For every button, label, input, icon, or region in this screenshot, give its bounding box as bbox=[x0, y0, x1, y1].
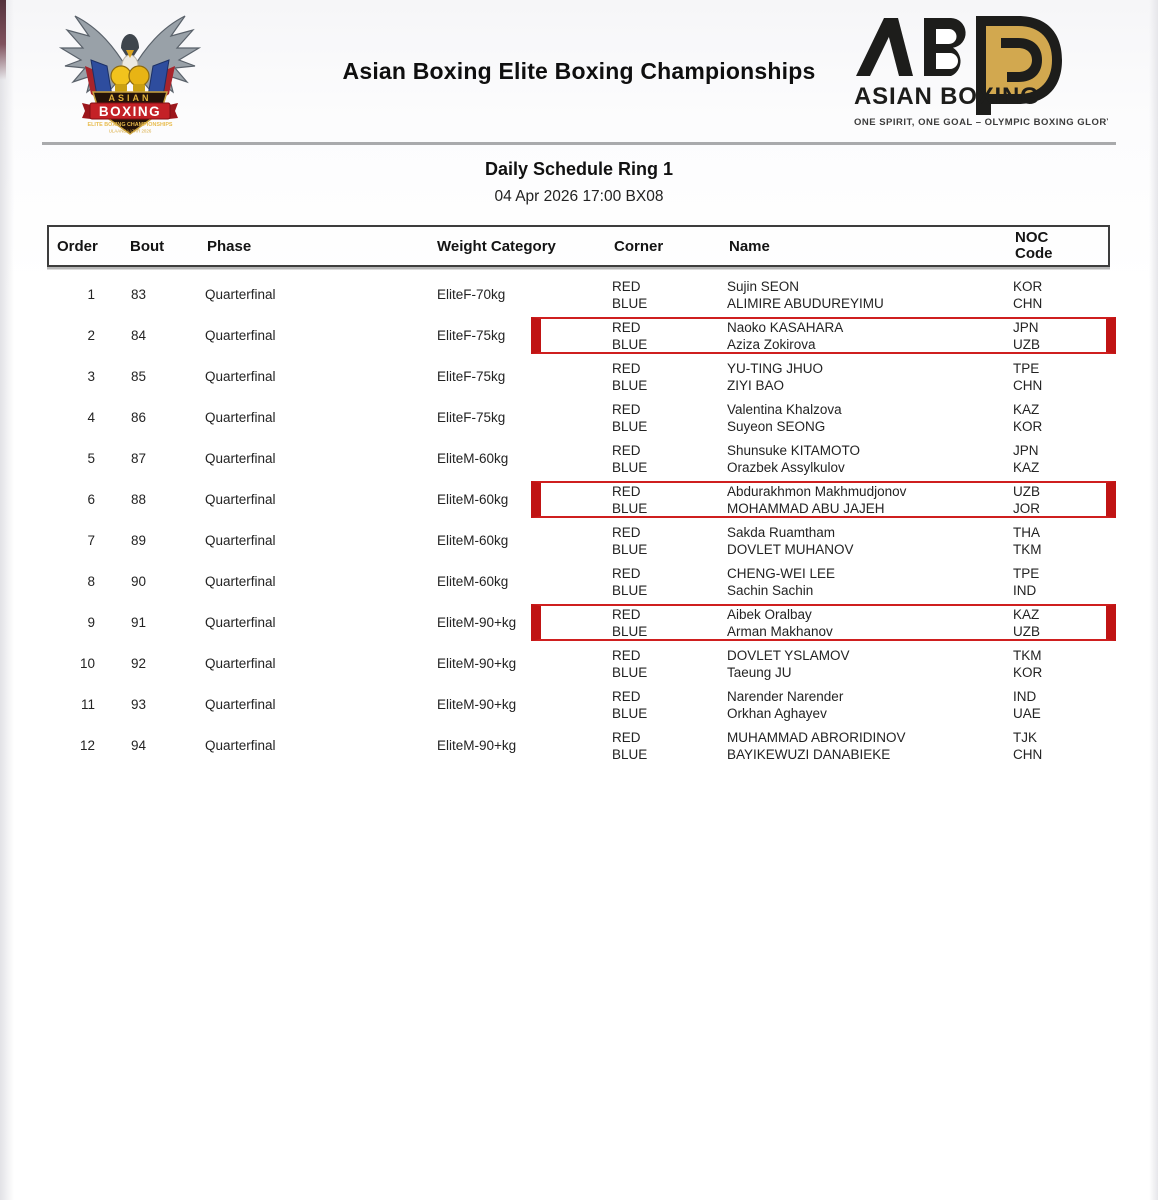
bout-cell: 91 bbox=[131, 615, 147, 630]
table-row bbox=[47, 643, 1110, 684]
order-cell: 1 bbox=[87, 287, 95, 302]
weight-category-cell: EliteM-90+kg bbox=[437, 615, 517, 630]
corner-blue-label: BLUE bbox=[612, 623, 648, 639]
noc-cell bbox=[1005, 729, 1110, 763]
order-cell: 3 bbox=[87, 369, 95, 384]
phase-cell: Quarterfinal bbox=[205, 697, 276, 712]
blue-boxer-noc: KAZ bbox=[1013, 459, 1040, 475]
corner-cell bbox=[600, 401, 715, 435]
weight-category-cell: EliteM-90+kg bbox=[437, 656, 517, 671]
order-cell: 5 bbox=[87, 451, 95, 466]
corner-red-label: RED bbox=[612, 401, 641, 417]
name-cell bbox=[715, 278, 1005, 312]
corner-cell bbox=[600, 483, 715, 517]
blue-boxer-name: DOVLET MUHANOV bbox=[727, 541, 854, 557]
blue-boxer-name: Taeung JU bbox=[727, 664, 792, 680]
order-cell: 10 bbox=[79, 656, 95, 671]
blue-boxer-noc: JOR bbox=[1013, 500, 1040, 516]
order-cell: 11 bbox=[80, 697, 95, 712]
header-noc-code: NOC Code bbox=[1015, 229, 1053, 262]
blue-boxer-noc: CHN bbox=[1013, 746, 1043, 762]
blue-boxer-name: Arman Makhanov bbox=[727, 623, 833, 639]
red-boxer-name: YU-TING JHUO bbox=[727, 360, 823, 376]
page-title: Asian Boxing Elite Boxing Championships bbox=[342, 58, 816, 84]
corner-red-label: RED bbox=[612, 442, 641, 458]
blue-boxer-noc: IND bbox=[1013, 582, 1037, 598]
order-cell: 6 bbox=[87, 492, 95, 507]
corner-cell bbox=[600, 442, 715, 476]
phase-cell: Quarterfinal bbox=[205, 492, 276, 507]
noc-cell bbox=[1005, 647, 1110, 681]
corner-blue-label: BLUE bbox=[612, 746, 648, 762]
corner-blue-label: BLUE bbox=[612, 418, 648, 434]
corner-red-label: RED bbox=[612, 360, 641, 376]
phase-cell: Quarterfinal bbox=[205, 451, 276, 466]
brand-tagline-text: ONE SPIRIT, ONE GOAL – OLYMPIC BOXING GLORY. bbox=[854, 117, 1108, 128]
phase-cell: Quarterfinal bbox=[205, 410, 276, 425]
corner-blue-label: BLUE bbox=[612, 541, 648, 557]
table-row bbox=[47, 274, 1110, 315]
red-boxer-noc: JPN bbox=[1013, 442, 1039, 458]
name-cell bbox=[715, 360, 1005, 394]
header-corner: Corner bbox=[614, 237, 664, 255]
table-header-row bbox=[47, 225, 1110, 267]
order-cell: 2 bbox=[87, 328, 95, 343]
red-boxer-name: Valentina Khalzova bbox=[727, 401, 842, 417]
blue-boxer-name: Orkhan Aghayev bbox=[727, 705, 827, 721]
red-boxer-name: Naoko KASAHARA bbox=[727, 319, 844, 335]
red-boxer-name: CHENG-WEI LEE bbox=[727, 565, 836, 581]
noc-cell bbox=[1005, 442, 1110, 476]
corner-blue-label: BLUE bbox=[612, 705, 648, 721]
table-row bbox=[47, 561, 1110, 602]
blue-boxer-noc: UZB bbox=[1013, 336, 1040, 352]
table-row bbox=[47, 397, 1110, 438]
name-cell bbox=[715, 319, 1005, 353]
abd-monogram-icon bbox=[852, 12, 1108, 134]
red-boxer-name: DOVLET YSLAMOV bbox=[727, 647, 850, 663]
red-boxer-noc: TPE bbox=[1013, 565, 1040, 581]
blue-boxer-name: ZIYI BAO bbox=[727, 377, 785, 393]
corner-blue-label: BLUE bbox=[612, 582, 648, 598]
red-boxer-name: Abdurakhmon Makhmudjonov bbox=[727, 483, 907, 499]
blue-boxer-name: BAYIKEWUZI DANABIEKE bbox=[727, 746, 891, 762]
noc-cell bbox=[1005, 688, 1110, 722]
red-boxer-noc: UZB bbox=[1013, 483, 1040, 499]
weight-category-cell: EliteF-75kg bbox=[437, 369, 506, 384]
corner-red-label: RED bbox=[612, 524, 641, 540]
noc-cell bbox=[1005, 360, 1110, 394]
bout-cell: 93 bbox=[131, 697, 147, 712]
abd-brand-logo bbox=[852, 12, 1108, 134]
blue-boxer-name: ALIMIRE ABUDUREYIMU bbox=[727, 295, 884, 311]
order-cell: 8 bbox=[87, 574, 95, 589]
weight-category-cell: EliteM-60kg bbox=[437, 492, 509, 507]
red-boxer-noc: TKM bbox=[1013, 647, 1042, 663]
blue-boxer-noc: CHN bbox=[1013, 295, 1043, 311]
red-boxer-noc: KOR bbox=[1013, 278, 1043, 294]
name-cell bbox=[715, 688, 1005, 722]
corner-red-label: RED bbox=[612, 319, 641, 335]
table-row bbox=[47, 602, 1110, 643]
name-cell bbox=[715, 524, 1005, 558]
bout-cell: 88 bbox=[131, 492, 147, 507]
corner-cell bbox=[600, 688, 715, 722]
red-boxer-noc: TJK bbox=[1013, 729, 1038, 745]
corner-blue-label: BLUE bbox=[612, 295, 648, 311]
blue-boxer-noc: CHN bbox=[1013, 377, 1043, 393]
emblem-elite-text: ELITE BOXING CHAMPIONSHIPS bbox=[87, 122, 173, 128]
red-boxer-noc: IND bbox=[1013, 688, 1037, 704]
header-weight-category: Weight Category bbox=[437, 237, 556, 255]
corner-red-label: RED bbox=[612, 606, 641, 622]
name-cell bbox=[715, 606, 1005, 640]
header-divider bbox=[42, 142, 1116, 145]
red-boxer-noc: TPE bbox=[1013, 360, 1040, 376]
corner-red-label: RED bbox=[612, 278, 641, 294]
red-boxer-noc: JPN bbox=[1013, 319, 1039, 335]
phase-cell: Quarterfinal bbox=[205, 533, 276, 548]
noc-cell bbox=[1005, 606, 1110, 640]
order-cell: 7 bbox=[87, 533, 95, 548]
emblem-city-text: ULAANBAATAR 2026 bbox=[108, 128, 152, 134]
corner-blue-label: BLUE bbox=[612, 664, 648, 680]
bout-cell: 89 bbox=[131, 533, 147, 548]
blue-boxer-name: Suyeon SEONG bbox=[727, 418, 826, 434]
name-cell bbox=[715, 729, 1005, 763]
order-cell: 9 bbox=[87, 615, 95, 630]
bout-cell: 92 bbox=[131, 656, 147, 671]
corner-blue-label: BLUE bbox=[612, 336, 648, 352]
red-boxer-noc: KAZ bbox=[1013, 401, 1040, 417]
weight-category-cell: EliteM-90+kg bbox=[437, 738, 517, 753]
table-row bbox=[47, 725, 1110, 766]
weight-category-cell: EliteM-90+kg bbox=[437, 697, 517, 712]
corner-cell bbox=[600, 729, 715, 763]
table-row bbox=[47, 315, 1110, 356]
blue-boxer-noc: KOR bbox=[1013, 664, 1043, 680]
bout-cell: 90 bbox=[131, 574, 147, 589]
red-boxer-name: Sakda Ruamtham bbox=[727, 524, 836, 540]
header-bout: Bout bbox=[130, 237, 165, 255]
corner-cell bbox=[600, 360, 715, 394]
noc-cell bbox=[1005, 565, 1110, 599]
phase-cell: Quarterfinal bbox=[205, 574, 276, 589]
phase-cell: Quarterfinal bbox=[205, 287, 276, 302]
blue-boxer-noc: KOR bbox=[1013, 418, 1043, 434]
phase-cell: Quarterfinal bbox=[205, 328, 276, 343]
corner-blue-label: BLUE bbox=[612, 459, 648, 475]
bout-cell: 85 bbox=[131, 369, 147, 384]
schedule-datetime: 04 Apr 2026 17:00 BX08 bbox=[494, 188, 664, 205]
noc-cell bbox=[1005, 278, 1110, 312]
table-row bbox=[47, 356, 1110, 397]
table-row bbox=[47, 520, 1110, 561]
red-boxer-name: Aibek Oralbay bbox=[727, 606, 812, 622]
table-row bbox=[47, 479, 1110, 520]
name-cell bbox=[715, 442, 1005, 476]
blue-boxer-noc: UZB bbox=[1013, 623, 1040, 639]
noc-cell bbox=[1005, 483, 1110, 517]
bout-cell: 87 bbox=[131, 451, 147, 466]
bout-cell: 84 bbox=[131, 328, 147, 343]
header-phase: Phase bbox=[207, 237, 252, 255]
corner-blue-label: BLUE bbox=[612, 500, 648, 516]
corner-red-label: RED bbox=[612, 688, 641, 704]
page-edge-right bbox=[1149, 0, 1158, 1200]
red-boxer-name: Shunsuke KITAMOTO bbox=[727, 442, 861, 458]
phase-cell: Quarterfinal bbox=[205, 615, 276, 630]
corner-red-label: RED bbox=[612, 483, 641, 499]
noc-cell bbox=[1005, 401, 1110, 435]
corner-cell bbox=[600, 319, 715, 353]
corner-cell bbox=[600, 524, 715, 558]
schedule-table bbox=[47, 225, 1110, 766]
weight-category-cell: EliteF-75kg bbox=[437, 328, 506, 343]
weight-category-cell: EliteM-60kg bbox=[437, 451, 509, 466]
schedule-title: Daily Schedule Ring 1 bbox=[484, 159, 674, 179]
noc-cell bbox=[1005, 319, 1110, 353]
table-body bbox=[47, 267, 1110, 766]
emblem-asian-text: ASIAN bbox=[108, 93, 152, 103]
phase-cell: Quarterfinal bbox=[205, 369, 276, 384]
corner-red-label: RED bbox=[612, 729, 641, 745]
red-boxer-name: Sujin SEON bbox=[727, 278, 800, 294]
corner-red-label: RED bbox=[612, 565, 641, 581]
noc-cell bbox=[1005, 524, 1110, 558]
corner-cell bbox=[600, 278, 715, 312]
blue-boxer-name: MOHAMMAD ABU JAJEH bbox=[727, 500, 885, 516]
blue-boxer-noc: TKM bbox=[1013, 541, 1042, 557]
name-cell bbox=[715, 647, 1005, 681]
red-boxer-name: Narender Narender bbox=[727, 688, 844, 704]
phase-cell: Quarterfinal bbox=[205, 738, 276, 753]
page-edge-left bbox=[0, 0, 14, 1200]
bout-cell: 86 bbox=[131, 410, 147, 425]
red-boxer-name: MUHAMMAD ABRORIDINOV bbox=[727, 729, 906, 745]
corner-blue-label: BLUE bbox=[612, 377, 648, 393]
emblem-boxing-text: BOXING bbox=[98, 104, 162, 119]
phase-cell: Quarterfinal bbox=[205, 656, 276, 671]
corner-cell bbox=[600, 647, 715, 681]
name-cell bbox=[715, 565, 1005, 599]
bout-cell: 94 bbox=[131, 738, 147, 753]
table-row bbox=[47, 438, 1110, 479]
order-cell: 4 bbox=[87, 410, 95, 425]
header-name: Name bbox=[729, 237, 770, 255]
corner-cell bbox=[600, 565, 715, 599]
corner-red-label: RED bbox=[612, 647, 641, 663]
name-cell bbox=[715, 483, 1005, 517]
blue-boxer-noc: UAE bbox=[1013, 705, 1041, 721]
blue-boxer-name: Aziza Zokirova bbox=[727, 336, 816, 352]
header-order: Order bbox=[57, 237, 98, 255]
corner-cell bbox=[600, 606, 715, 640]
blue-boxer-name: Sachin Sachin bbox=[727, 582, 814, 598]
brand-name-text: ASIAN BOXING bbox=[854, 83, 1040, 110]
order-cell: 12 bbox=[79, 738, 95, 753]
name-cell bbox=[715, 401, 1005, 435]
weight-category-cell: EliteM-60kg bbox=[437, 533, 509, 548]
weight-category-cell: EliteF-70kg bbox=[437, 287, 506, 302]
red-boxer-noc: KAZ bbox=[1013, 606, 1040, 622]
table-row bbox=[47, 684, 1110, 725]
weight-category-cell: EliteF-75kg bbox=[437, 410, 506, 425]
bout-cell: 83 bbox=[131, 287, 147, 302]
blue-boxer-name: Orazbek Assylkulov bbox=[727, 459, 845, 475]
weight-category-cell: EliteM-60kg bbox=[437, 574, 509, 589]
red-boxer-noc: THA bbox=[1013, 524, 1040, 540]
